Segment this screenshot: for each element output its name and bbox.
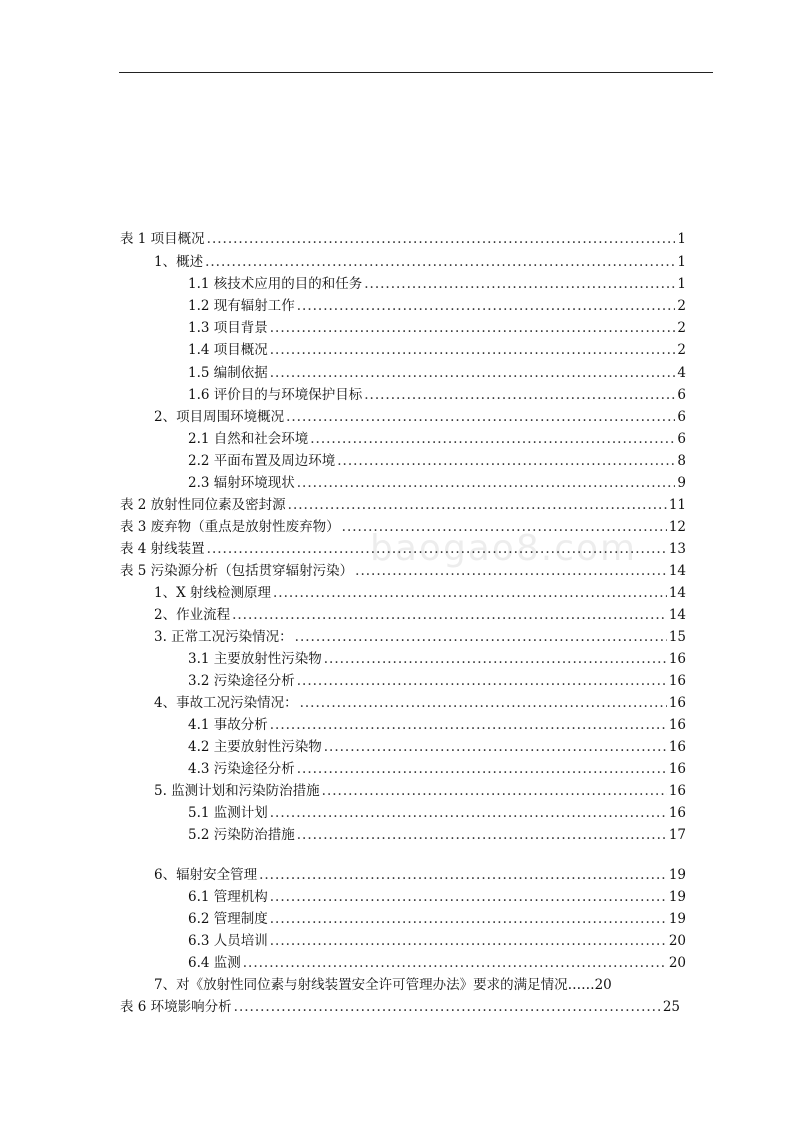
toc-entry-page: 12: [668, 519, 686, 535]
toc-entry-page: 16: [668, 695, 686, 711]
toc-entry-page: 13: [668, 541, 686, 557]
toc-entry-page: 14: [668, 563, 686, 579]
toc-entry-page: 16: [668, 651, 686, 667]
toc-entry-title: 2、项目周围环境概况: [154, 409, 285, 425]
toc-entry-page: 6: [677, 409, 686, 425]
toc-leader: [270, 716, 667, 734]
toc-entry[interactable]: [120, 562, 686, 580]
toc-entry[interactable]: [120, 540, 686, 558]
toc-entry-title: 5. 监测计划和污染防治措施: [154, 783, 320, 799]
toc-entry-page: 19: [668, 867, 686, 883]
toc-entry-page: 2: [677, 298, 686, 314]
toc-entry[interactable]: [154, 782, 686, 800]
toc-leader: [243, 954, 667, 972]
toc-entry-title: 6.3 人员培训: [188, 933, 268, 949]
toc-entry[interactable]: [120, 496, 686, 514]
toc-leader: [364, 275, 675, 293]
toc-leader: [273, 584, 667, 602]
toc-entry-title: 5.2 污染防治措施: [188, 827, 295, 843]
toc-leader: [297, 672, 667, 690]
toc-entry-page: 17: [668, 827, 686, 843]
toc-leader: [270, 364, 676, 382]
toc-entry-title: 4.2 主要放射性污染物: [188, 739, 322, 755]
toc-entry-title: 7、对《放射性同位素与射线装置安全许可管理办法》要求的满足情况……: [154, 977, 595, 993]
toc-entry-page: 16: [668, 739, 686, 755]
toc-entry-title: 1.6 评价目的与环境保护目标: [188, 387, 363, 403]
toc-entry-title: 2.2 平面布置及周边环境: [188, 453, 336, 469]
toc-entry-page: 15: [668, 629, 686, 645]
toc-entry-title: 1.4 项目概况: [188, 342, 268, 358]
toc-entry-title: 表 1 项目概况: [120, 231, 205, 247]
toc-entry[interactable]: [188, 297, 686, 315]
toc-entry[interactable]: [188, 386, 686, 404]
toc-entry-title: 6、辐射安全管理: [154, 867, 258, 883]
toc-entry-page: 25: [662, 999, 680, 1015]
toc-leader: [297, 760, 667, 778]
toc-entry-title: 表 3 废弃物（重点是放射性废弃物）: [120, 519, 340, 535]
toc-entry[interactable]: [188, 910, 686, 928]
toc-entry-title: 5.1 监测计划: [188, 805, 268, 821]
toc-entry-page: 19: [668, 911, 686, 927]
toc-entry-page: 16: [668, 717, 686, 733]
toc-entry-page: 20: [668, 933, 686, 949]
toc-leader: [300, 694, 667, 712]
toc-entry[interactable]: [188, 319, 686, 337]
toc-leader: [207, 230, 676, 248]
toc-entry-title: 表 5 污染源分析（包括贯穿辐射污染）: [120, 563, 354, 579]
toc-entry-title: 2.1 自然和社会环境: [188, 431, 309, 447]
watermark: baogao8.com: [370, 528, 638, 569]
toc-entry[interactable]: [154, 606, 686, 624]
toc-entry-title: 2.3 辐射环境现状: [188, 475, 295, 491]
toc-leader: [364, 386, 675, 404]
toc-leader: [342, 518, 667, 536]
toc-entry-page: 16: [668, 783, 686, 799]
toc-entry-page: 14: [668, 607, 686, 623]
toc-entry-page: 16: [668, 761, 686, 777]
toc-entry-page: 11: [668, 497, 686, 513]
toc-entry[interactable]: [120, 518, 686, 536]
toc-entry[interactable]: [188, 716, 686, 734]
toc-entry-title: 1、X 射线检测原理: [154, 585, 271, 601]
toc-entry-title: 4.1 事故分析: [188, 717, 268, 733]
toc-entry-page: 8: [677, 453, 686, 469]
toc-leader: [207, 540, 667, 558]
toc-entry-page: 9: [677, 475, 686, 491]
toc-leader: [355, 562, 667, 580]
toc-entry-page: 1: [677, 231, 686, 247]
toc-entry-page: 1: [677, 254, 686, 270]
toc-entry-page: 2: [677, 320, 686, 336]
toc-leader: [270, 932, 667, 950]
toc-entry-title: 6.2 管理制度: [188, 911, 268, 927]
toc-entry-page: 4: [677, 365, 686, 381]
toc-leader: [205, 253, 675, 271]
toc-entry-page: 20: [594, 977, 612, 993]
toc-entry-title: 3.2 污染途径分析: [188, 673, 295, 689]
toc-entry[interactable]: [154, 976, 686, 994]
toc-leader: [310, 430, 675, 448]
toc-entry-page: 16: [668, 673, 686, 689]
toc-leader: [286, 408, 675, 426]
toc-leader: [288, 496, 667, 514]
toc-entry[interactable]: [188, 341, 686, 359]
toc-entry-page: 2: [677, 342, 686, 358]
toc-entry-title: 1.2 现有辐射工作: [188, 298, 295, 314]
toc-entry-title: 表 2 放射性同位素及密封源: [120, 497, 286, 513]
toc-leader: [270, 341, 676, 359]
toc-entry[interactable]: [154, 253, 686, 271]
toc-entry-title: 1.1 核技术应用的目的和任务: [188, 276, 363, 292]
toc-entry[interactable]: [188, 888, 686, 906]
toc-leader: [322, 782, 667, 800]
toc-leader: [297, 826, 667, 844]
toc-entry[interactable]: [188, 650, 686, 668]
toc-entry[interactable]: [188, 364, 686, 382]
toc-leader: [270, 319, 676, 337]
toc-entry-title: 1.5 编制依据: [188, 365, 268, 381]
toc-entry-title: 表 6 环境影响分析: [120, 999, 232, 1015]
toc-entry-title: 3.1 主要放射性污染物: [188, 651, 322, 667]
toc-leader: [259, 866, 667, 884]
toc-leader: [234, 998, 661, 1016]
toc-entry-title: 6.4 监测: [188, 955, 241, 971]
toc-leader: [337, 452, 675, 470]
toc-entry-title: 4.3 污染途径分析: [188, 761, 295, 777]
toc-entry[interactable]: [188, 804, 686, 822]
toc-entry-page: 6: [677, 431, 686, 447]
toc-entry-title: 2、作业流程: [154, 607, 231, 623]
toc-entry-page: 14: [668, 585, 686, 601]
toc-entry[interactable]: [154, 694, 686, 712]
toc-entry-page: 20: [668, 955, 686, 971]
toc-entry-page: 1: [677, 276, 686, 292]
toc-entry[interactable]: [188, 954, 686, 972]
toc-entry[interactable]: [154, 866, 686, 884]
toc-entry[interactable]: [188, 672, 686, 690]
toc-leader: [270, 804, 667, 822]
toc-entry[interactable]: [120, 230, 686, 248]
toc-entry-title: 3. 正常工况污染情况：: [154, 629, 293, 645]
toc-entry[interactable]: [188, 474, 686, 492]
toc-leader: [295, 628, 667, 646]
toc-entry[interactable]: [154, 628, 686, 646]
toc-leader: [297, 474, 676, 492]
toc-entry[interactable]: [188, 430, 686, 448]
toc-leader: [270, 910, 667, 928]
toc-entry-title: 1.3 项目背景: [188, 320, 268, 336]
toc-leader: [324, 650, 667, 668]
toc-entry-page: 19: [668, 889, 686, 905]
toc-entry[interactable]: [188, 738, 686, 756]
toc-entry-title: 6.1 管理机构: [188, 889, 268, 905]
toc-entry[interactable]: [188, 275, 686, 293]
toc-leader: [232, 606, 667, 624]
toc-entry[interactable]: [188, 826, 686, 844]
toc-entry-title: 表 4 射线装置: [120, 541, 205, 557]
toc-leader: [297, 297, 676, 315]
toc-entry[interactable]: [188, 760, 686, 778]
toc-entry[interactable]: [188, 452, 686, 470]
toc-entry[interactable]: [188, 932, 686, 950]
toc-entry-title: 1、概述: [154, 254, 204, 270]
toc-leader: [324, 738, 667, 756]
toc-entry-page: 6: [677, 387, 686, 403]
toc-entry[interactable]: [120, 998, 680, 1016]
toc-entry-title: 4、事故工况污染情况：: [154, 695, 298, 711]
toc-entry[interactable]: [154, 408, 686, 426]
toc-entry[interactable]: [154, 584, 686, 602]
toc-leader: [270, 888, 667, 906]
toc-entry-page: 16: [668, 805, 686, 821]
